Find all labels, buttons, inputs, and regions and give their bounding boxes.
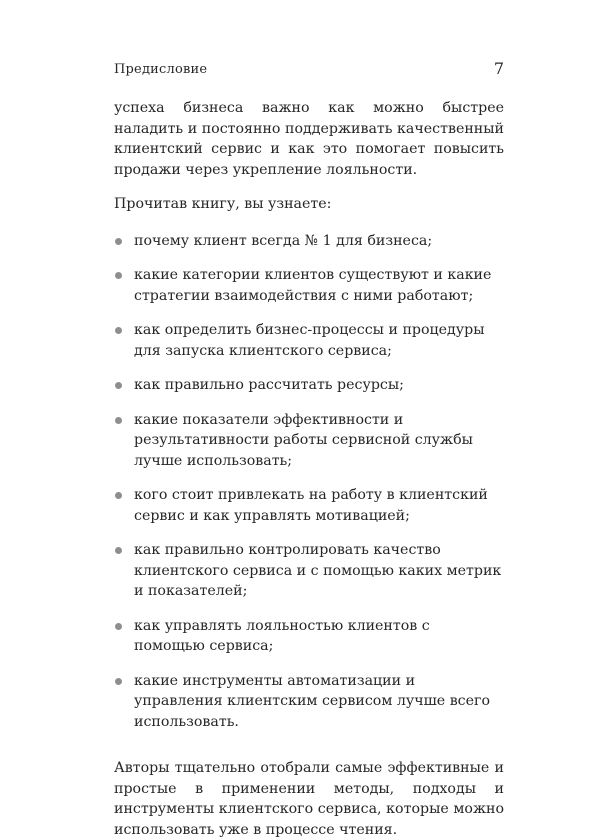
bullet-icon: [115, 492, 122, 499]
bullet-icon: [115, 327, 122, 334]
bullet-item: [114, 616, 504, 657]
bullet-icon: [115, 678, 122, 685]
bullet-icon: [115, 623, 122, 630]
bullet-item: [114, 320, 504, 361]
bullet-item: [114, 375, 504, 396]
lead-sentence: Прочитав книгу, вы узнаете:: [114, 196, 332, 212]
running-head: Предисловие: [114, 62, 208, 77]
bullet-text: какие инструменты автоматизации и управления клиентским сервисом лучше всего использовать.: [134, 672, 491, 730]
bullet-icon: [115, 382, 122, 389]
bullet-text: какие показатели эффективности и результативности работы сервисной службы лучше использовать;: [134, 411, 473, 469]
bullet-list: [114, 231, 504, 733]
bullet-icon: [115, 238, 122, 245]
bullet-text: как определить бизнес-процессы и процедуры для запуска клиентского сервиса;: [134, 322, 485, 359]
page-number: 7: [493, 59, 504, 78]
bullet-icon: [115, 417, 122, 424]
bullet-icon: [115, 547, 122, 554]
bullet-text: почему клиент всегда № 1 для бизнеса;: [134, 232, 433, 249]
bullet-text: как правильно контролировать качество клиентского сервиса и с помощью каких метрик и показателей;: [134, 542, 502, 599]
page-body: [114, 98, 504, 840]
bullet-item: [114, 485, 504, 526]
closing-paragraph: Авторы тщательно отобрали самые эффективные и простые в применении методы, подходы и инструменты клиентского сервиса, которые можно использовать уже в процессе чтения.: [114, 760, 504, 838]
bullet-icon: [115, 272, 122, 279]
bullet-item: [114, 231, 504, 252]
intro-paragraph: успеха бизнеса важно как можно быстрее наладить и постоянно поддерживать качественный клиентский сервис и как это помогает повысить продажи через укрепление лояльности.: [114, 100, 504, 178]
bullet-item: [114, 671, 504, 733]
bullet-item: [114, 540, 504, 602]
bullet-text: как управлять лояльностью клиентов с помощью сервиса;: [134, 617, 430, 654]
bullet-text: как правильно рассчитать ресурсы;: [134, 377, 404, 393]
bullet-text: какие категории клиентов существуют и какие стратегии взаимодействия с ними работают;: [134, 267, 492, 304]
bullet-item: [114, 265, 504, 306]
bullet-text: кого стоит привлекать на работу в клиентский сервис и как управлять мотивацией;: [134, 487, 488, 524]
page-header: [114, 59, 504, 82]
bullet-item: [114, 410, 504, 472]
